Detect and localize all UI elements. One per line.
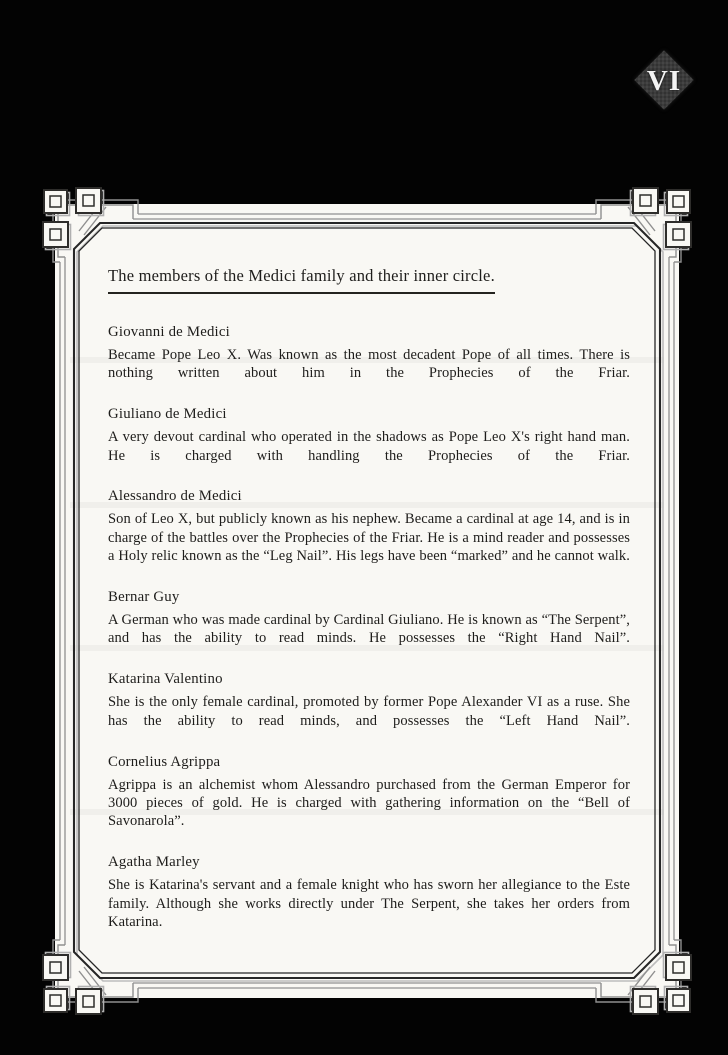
character-name: Alessandro de Medici [108, 488, 242, 505]
character-name: Giovanni de Medici [108, 324, 230, 340]
character-name: Cornelius Agrippa [108, 753, 221, 770]
character-description: Became Pope Leo X. Was known as the most decadent Pope of all times. There is nothing written about him in the Prophecies of the Friar. [108, 347, 630, 382]
character-description: A very devout cardinal who operated in the shadows as Pope Leo X's right hand man. He is charged with handling the Prophecies of the Friar. [108, 429, 630, 464]
character-description: She is Katarina's servant and a female knight who has sworn her allegiance to the Este family. Although she works directly under The Serpent, she takes her orders from Katarina. [108, 877, 630, 930]
character-description: Son of Leo X, but publicly known as his nephew. Became a cardinal at age 14, and is in charge of the battles over the Prophecies of the Friar. He is a mind reader and possesses a Holy relic known as the “Leg Nail”. His legs have been “marked” and he cannot walk. [108, 511, 630, 565]
page-title: The members of the Medici family and their inner circle. [108, 266, 495, 294]
chapter-number: VI [646, 65, 682, 97]
character-description: Agrippa is an alchemist whom Alessandro purchased from the German Emperor for 3000 pieces of gold. He is charged with gathering information on the “Bell of Savonarola”. [108, 776, 630, 830]
page-content [108, 266, 630, 954]
character-name: Bernar Guy [108, 589, 180, 606]
character-entry [108, 853, 630, 950]
character-entry [108, 487, 630, 584]
character-name: Giuliano de Medici [108, 406, 227, 423]
character-name: Katarina Valentino [108, 671, 223, 688]
character-entry [108, 670, 630, 748]
character-entry [108, 588, 630, 666]
character-description: She is the only female cardinal, promoted by former Pope Alexander VI as a ruse. She has the ability to read minds, and possesses the “Left Hand Nail”. [108, 694, 630, 729]
character-description: A German who was made cardinal by Cardinal Giuliano. He is known as “The Serpent”, and has the ability to read minds. He possesses the “Right Hand Nail”. [108, 612, 630, 647]
character-name: Agatha Marley [108, 854, 200, 871]
character-entry [108, 323, 630, 401]
character-entry [108, 405, 630, 483]
character-entry [108, 753, 630, 850]
